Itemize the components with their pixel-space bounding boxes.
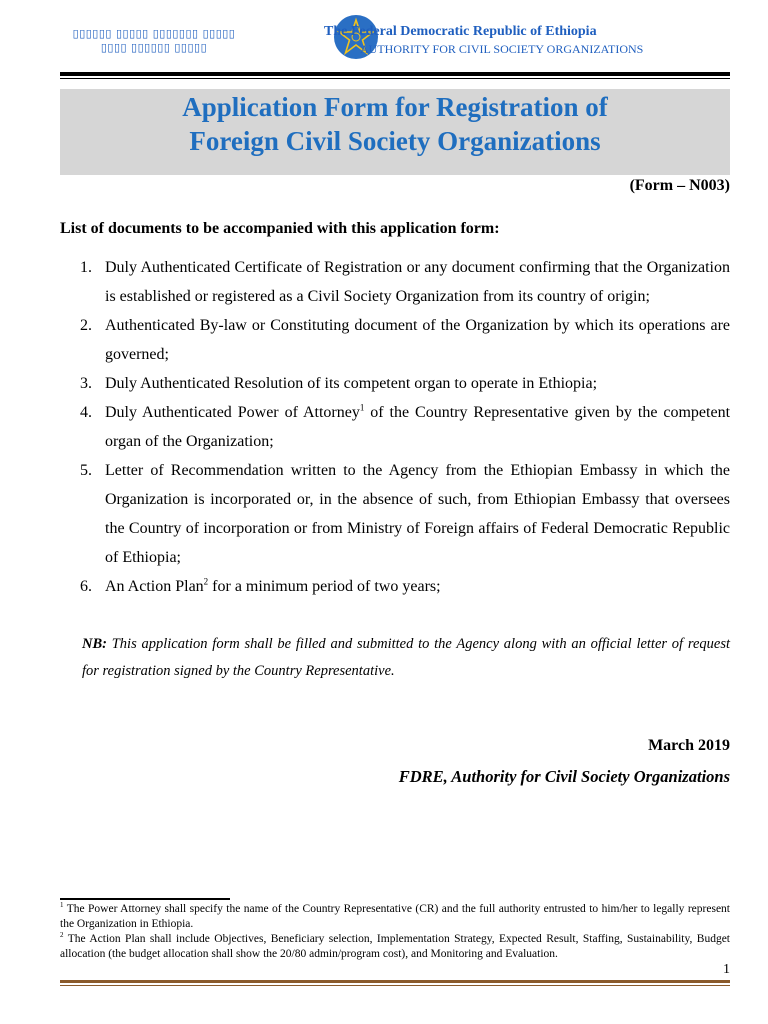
form-code: (Form – N003) xyxy=(629,177,730,194)
list-item-number: 3. xyxy=(80,375,92,392)
footnotes xyxy=(60,902,730,962)
footnote-separator xyxy=(60,898,230,900)
footnote-mark: 2 xyxy=(60,931,64,940)
footnote-ref-2[interactable]: 2 xyxy=(203,576,209,587)
signature-comma: , xyxy=(443,767,448,786)
issue-date: March 2019 xyxy=(648,737,730,754)
footnote-ref-1[interactable]: 1 xyxy=(359,402,365,413)
list-item-number: 6. xyxy=(80,578,92,595)
list-item-text: Authenticated By-law or Constituting document of the Organization by which its operations are governed; xyxy=(105,317,730,363)
nb-note xyxy=(82,631,730,685)
issuing-authority xyxy=(399,767,730,787)
list-item-number: 2. xyxy=(80,317,92,334)
title-line-1: Application Form for Registration of xyxy=(182,92,608,122)
footnote-2 xyxy=(60,932,730,962)
list-item xyxy=(60,253,730,311)
nb-label: NB: xyxy=(82,636,107,652)
title-line-2: Foreign Civil Society Organizations xyxy=(189,126,601,156)
page-title xyxy=(60,90,730,158)
list-item-text: Letter of Recommendation written to the Agency from the Ethiopian Embassy in which the Organization is incorporated or, in the absence of such, from Ethiopian Embassy that oversees the Country of incorporation or from Ministry of Foreign affairs of Federal Democratic Republic of Ethiopia; xyxy=(105,462,730,566)
authority-name: AUTHORITY FOR CIVIL SOCIETY ORGANIZATIONS xyxy=(360,42,644,56)
list-item-number: 5. xyxy=(80,462,92,479)
amharic-line-2: ▯▯▯▯ ▯▯▯▯▯▯ ▯▯▯▯▯ xyxy=(100,41,208,54)
list-item-number: 4. xyxy=(80,404,92,421)
list-item-text-before: Duly Authenticated Power of Attorney xyxy=(105,404,360,421)
list-item xyxy=(60,398,730,456)
footnote-1 xyxy=(60,902,730,932)
list-item-text: Duly Authenticated Resolution of its competent organ to operate in Ethiopia; xyxy=(105,375,598,392)
footer-rule-thick xyxy=(60,980,730,983)
amharic-line-1: ▯▯▯▯▯▯ ▯▯▯▯▯ ▯▯▯▯▯▯▯ ▯▯▯▯▯ xyxy=(72,27,236,40)
list-item xyxy=(60,456,730,572)
list-heading: List of documents to be accompanied with this application form: xyxy=(60,220,500,237)
country-name: The Federal Democratic Republic of Ethiopia xyxy=(324,24,597,39)
footnote-text: The Action Plan shall include Objectives, Beneficiary selection, Implementation Strategy, Expected Result, Staffing, Sustainability, Budget allocation (the budget allocation shall show the 20/80 admin/program cost), and Monitoring and Evaluation. xyxy=(60,933,730,960)
list-item xyxy=(60,572,730,601)
list-item xyxy=(60,311,730,369)
footnote-mark: 1 xyxy=(60,901,64,910)
amharic-org-name xyxy=(64,27,244,55)
page-number: 1 xyxy=(723,962,730,977)
footnote-text: The Power Attorney shall specify the name of the Country Representative (CR) and the full authority entrusted to him/her to legally represent the Organization in Ethiopia. xyxy=(60,903,730,930)
footer-rule-thin xyxy=(60,985,730,986)
nb-text: This application form shall be filled and submitted to the Agency along with an official letter of request for registration signed by the Country Representative. xyxy=(82,636,730,679)
list-item-number: 1. xyxy=(80,259,92,276)
signature-prefix: FDRE xyxy=(398,767,444,786)
header-rule-thin xyxy=(60,78,730,79)
header-rule-thick xyxy=(60,72,730,76)
list-item-text-after: for a minimum period of two years; xyxy=(208,578,441,595)
list-item xyxy=(60,369,730,398)
list-item-text: Duly Authenticated Certificate of Registration or any document confirming that the Organization is established or registered as a Civil Society Organization from its country of origin; xyxy=(105,259,730,305)
signature-rest: Authority for Civil Society Organizations xyxy=(447,767,730,786)
list-item-text-before: An Action Plan xyxy=(105,578,204,595)
document-list xyxy=(60,253,730,601)
list-item-text-after: of the Country Representative given by the competent organ of the Organization; xyxy=(105,404,731,450)
